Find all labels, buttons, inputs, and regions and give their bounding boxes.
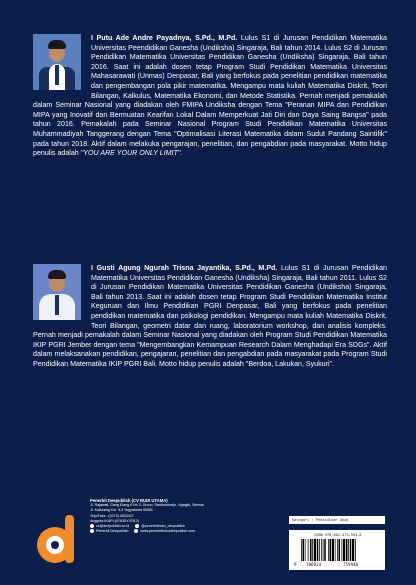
email-icon [90, 524, 94, 528]
barcode-stripe [323, 539, 324, 561]
barcode-stripe [335, 539, 336, 561]
barcode-stripe [346, 539, 348, 561]
author-name-2: I Gusti Agung Ngurah Trisna Jayantika, S.Pd., M.Pd. [91, 264, 281, 272]
barcode-stripe [343, 539, 345, 561]
barcode-left-digits: 786024 [306, 562, 322, 567]
author-bio-2 [33, 264, 387, 370]
author-text-2: Lulus S1 di Jurusan Pendidikan Matematika Universitas Pendidikan Ganesha (Undiksha) Singaraja, Bali tahun 2011. Lulus S2 di Jurusan Pendidikan Matematika Universitas Pendidikan Ganesha (Undiksha) Singaraja, Bali tahun 2013. Saat ini adalah dosen tetap Program Studi Pendidikan Matematika Institut Keguruan dan Ilmu Pendidikan PGRI Denpasar, Bali yang berfokus pada penelitian pendidikan matematika dan psikologi pendidikan. Mengampu mata kuliah Matematika Diskrit, Teori Bilangan, geometri datar dan ruang, laboratorium workshop, dan analisis kompleks. Pernah menjadi pemakalah dalam Seminar Nasional yang diadakan oleh Program Studi Pendidikan Matematika IKIP PGRI Jember dengan tema "Mengembangkan Kemampuan Research Dalam Menghadapi Era SDGs". Aktif dalam melaksanakan pendidikan, pengajaran, penelitian dan pengabdian pada masyarakat pada Program Studi Pendidikan Matematika IKIP PGRI Bali. Motto hidup penulis adalah "Berdoa, Lakukan, Syukuri". [33, 264, 387, 368]
barcode-stripe [337, 539, 338, 561]
publisher-email: cs@deepublish.co.id [96, 524, 130, 529]
barcode-stripe [339, 539, 341, 561]
author-text-1: Lulus S1 di Jurusan Pendidikan Matematika Universitas Peendidikan Ganesha (Undiksha) Singaraja, Bali tahun 2014. Lulus S2 di Jurusan Pendidikan Matematika Universitas Pendidikan Ganesha (Undiksha) Singaraja, Bali tahun 2016. Saat ini adalah dosen tetap Program Studi Pendidikan Matematika Universitas Mahasarawati (Unmas) Denpasar, Bali yang berfokus pada penelitian pendidikan matematika dan pengembangan pola pikir matematika. Mengampu mata kuliah Matematika Diskrit, Teori Bilangan, Kalkulus, Matematika Ekonomi, dan Metode Statistika. Pernah menjadi pemakalah dalam Seminar Nasional yang diadakan oleh FMIPA Undiksha dengan Tema "Peranan MIPA dan Pendidikan MIPA yang Inovatif dan Bermuatan Kearifan Lokal Dalam Memperkuat Jati Diri dan Daya Saing Bangsa" pada tahun 2016. Pemakalah pada Seminar Nasional Program Studi Pendidikan Matematika Universitas Muhammadiyah Tanggerang dengan Tema "Optimalisasi Literasi Matematika dalam Sudut Pandang Saintifik" pada tahun 2018. Aktif dalam melakuka pengarajan, penelitian, dan pengabdian pada masyarakat. Motto hidup penulis adalah [33, 34, 388, 158]
isbn-barcode [289, 530, 385, 570]
publisher-twitter: @penerbitbuku_deepublish [141, 524, 186, 529]
barcode-stripe [352, 539, 354, 561]
publisher-phone: Telp/Faks : (0274) 4533427 [90, 513, 134, 518]
barcode-stripe [348, 539, 349, 561]
publisher-address-2: Jl. Kaliurang Km. 9,3 Yogyakarta 55581 [90, 508, 153, 513]
barcode-lead-digit: 9 [294, 562, 297, 567]
barcode-stripe [332, 539, 334, 561]
publisher-address-1: Jl. Rajawali, Gang Elang 6 No 3, Drono, Sardonoharjo, Ngaglik, Sleman [90, 503, 205, 508]
author-name-1: I Putu Ade Andre Payadnya, S.Pd., M.Pd. [91, 34, 241, 42]
publisher-ikapi: Anggota IKAPI (076/DIY/2012) [90, 518, 139, 523]
barcode-stripe [317, 539, 319, 561]
publisher-facebook: Penerbit Deepublish [96, 529, 129, 534]
barcode-stripe [330, 539, 332, 561]
barcode-stripe [301, 539, 302, 561]
publisher-website: www.penerbitbukudeepublish.com [140, 529, 195, 534]
barcode-stripe [321, 539, 322, 561]
barcode-stripe [342, 539, 343, 561]
author-motto-1: "YOU ARE YOUR ONLY LIMIT". [80, 149, 183, 158]
barcode-stripe [305, 539, 306, 561]
author-photo-1 [33, 34, 81, 90]
barcode-stripe [328, 539, 329, 561]
barcode-stripe [303, 539, 305, 561]
barcode-stripe [308, 539, 309, 561]
barcode-stripe [319, 539, 320, 561]
globe-icon [134, 529, 138, 533]
barcode-stripe [355, 539, 356, 561]
barcode-stripe [310, 539, 312, 561]
barcode-stripe [314, 539, 316, 561]
facebook-icon [90, 529, 94, 533]
barcode-stripe [350, 539, 352, 561]
barcode-bars [301, 539, 377, 561]
author-photo-2 [33, 264, 81, 320]
isbn-text: ISBN 978-602-475-994-0 [314, 533, 362, 537]
barcode-stripe [312, 539, 313, 561]
publisher-name: Penerbit Deepublish (CV BUDI UTAMA) [90, 498, 168, 503]
publisher-info [90, 498, 250, 534]
twitter-icon [135, 524, 139, 528]
barcode-right-digits: 759940 [343, 562, 359, 567]
category-label: Kategori : Pendidikan Umum [289, 516, 385, 524]
author-bio-1 [33, 34, 387, 159]
barcode-stripe [324, 539, 326, 561]
deepublish-logo [35, 513, 83, 567]
